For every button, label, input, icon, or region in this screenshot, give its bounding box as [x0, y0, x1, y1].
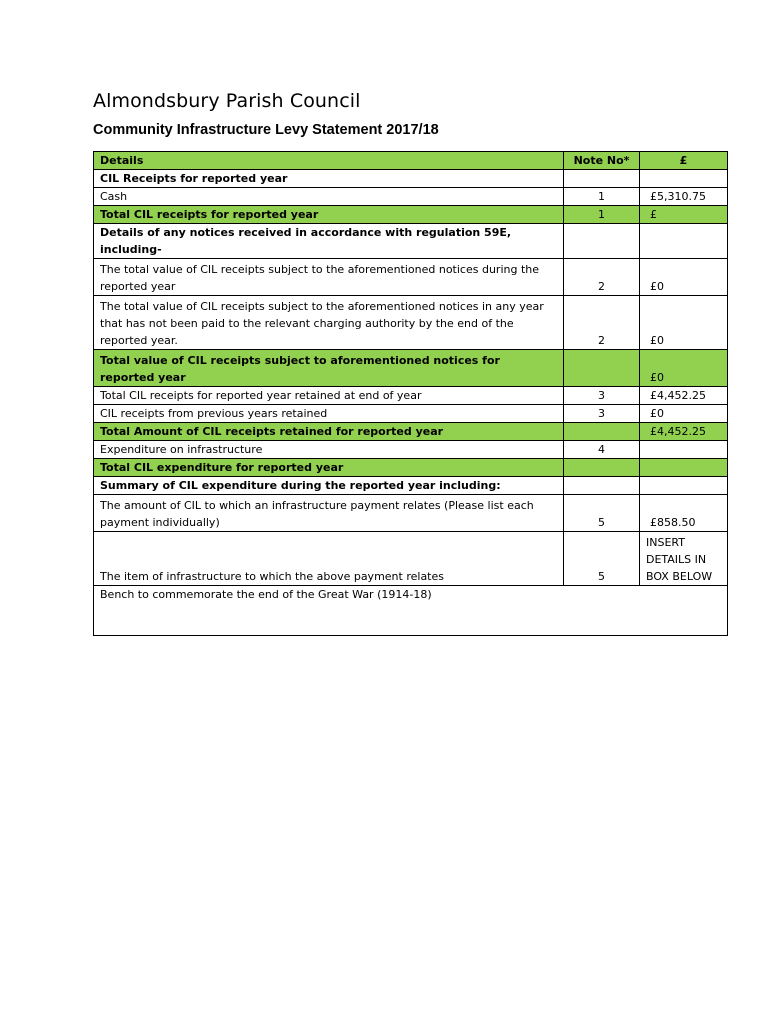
expenditure-infra-note: 4: [564, 441, 640, 459]
retained-end-amount: £4,452.25: [640, 387, 728, 405]
expenditure-infra-amount: [640, 441, 728, 459]
previous-retained-note: 3: [564, 405, 640, 423]
table-row: [94, 405, 728, 423]
notices-value-label: The total value of CIL receipts subject to the aforementioned notices during the reported year: [94, 259, 564, 296]
col-details-header: Details: [94, 152, 564, 170]
notices-heading: Details of any notices received in accordance with regulation 59E, including-: [94, 224, 564, 259]
total-retained-label: Total Amount of CIL receipts retained for reported year: [94, 423, 564, 441]
total-receipts-label: Total CIL receipts for reported year: [94, 206, 564, 224]
table-row: [94, 532, 728, 586]
table-row: [94, 495, 728, 532]
notices-unpaid-note: 2: [564, 296, 640, 350]
cil-statement-table: [93, 151, 728, 636]
cash-label: Cash: [94, 188, 564, 206]
payment-amount-amount: £858.50: [640, 495, 728, 532]
table-row: [94, 459, 728, 477]
total-retained-amount: £4,452.25: [640, 423, 728, 441]
table-row: [94, 296, 728, 350]
table-row: [94, 350, 728, 387]
total-notices-label: Total value of CIL receipts subject to aforementioned notices for reported year: [94, 350, 564, 387]
table-row: [94, 423, 728, 441]
table-row: [94, 224, 728, 259]
payment-amount-label: The amount of CIL to which an infrastructure payment relates (Please list each payment individually): [94, 495, 564, 532]
previous-retained-label: CIL receipts from previous years retained: [94, 405, 564, 423]
total-expenditure-label: Total CIL expenditure for reported year: [94, 459, 564, 477]
notices-unpaid-label: The total value of CIL receipts subject to the aforementioned notices in any year that has not been paid to the relevant charging authority by the end of the reported year.: [94, 296, 564, 350]
statement-title: Community Infrastructure Levy Statement 2017/18: [93, 122, 439, 138]
infra-item-note: 5: [564, 532, 640, 586]
infrastructure-details-box: Bench to commemorate the end of the Great War (1914-18): [94, 586, 728, 636]
total-expenditure-amount: [640, 459, 728, 477]
table-header-row: [94, 152, 728, 170]
details-row: [94, 586, 728, 636]
retained-end-label: Total CIL receipts for reported year retained at end of year: [94, 387, 564, 405]
cash-amount: £5,310.75: [640, 188, 728, 206]
table-row: [94, 441, 728, 459]
previous-retained-amount: £0: [640, 405, 728, 423]
total-receipts-note: 1: [564, 206, 640, 224]
table-row: [94, 387, 728, 405]
total-receipts-amount: £: [640, 206, 728, 224]
notices-value-amount: £0: [640, 259, 728, 296]
table-row: [94, 170, 728, 188]
retained-end-note: 3: [564, 387, 640, 405]
table-row: [94, 477, 728, 495]
notices-unpaid-amount: £0: [640, 296, 728, 350]
total-retained-note: [564, 423, 640, 441]
infra-item-label: The item of infrastructure to which the above payment relates: [94, 532, 564, 586]
cash-note: 1: [564, 188, 640, 206]
expenditure-infra-label: Expenditure on infrastructure: [94, 441, 564, 459]
table-row: [94, 259, 728, 296]
table-row: [94, 206, 728, 224]
total-notices-amount: £0: [640, 350, 728, 387]
col-amount-header: £: [640, 152, 728, 170]
table-row: [94, 188, 728, 206]
total-expenditure-note: [564, 459, 640, 477]
payment-amount-note: 5: [564, 495, 640, 532]
total-notices-note: [564, 350, 640, 387]
infra-item-instruction: INSERT DETAILS IN BOX BELOW: [640, 532, 728, 586]
receipts-heading: CIL Receipts for reported year: [94, 170, 564, 188]
col-note-header: Note No*: [564, 152, 640, 170]
council-name: Almondsbury Parish Council: [93, 90, 361, 112]
summary-heading: Summary of CIL expenditure during the reported year including:: [94, 477, 564, 495]
notices-value-note: 2: [564, 259, 640, 296]
